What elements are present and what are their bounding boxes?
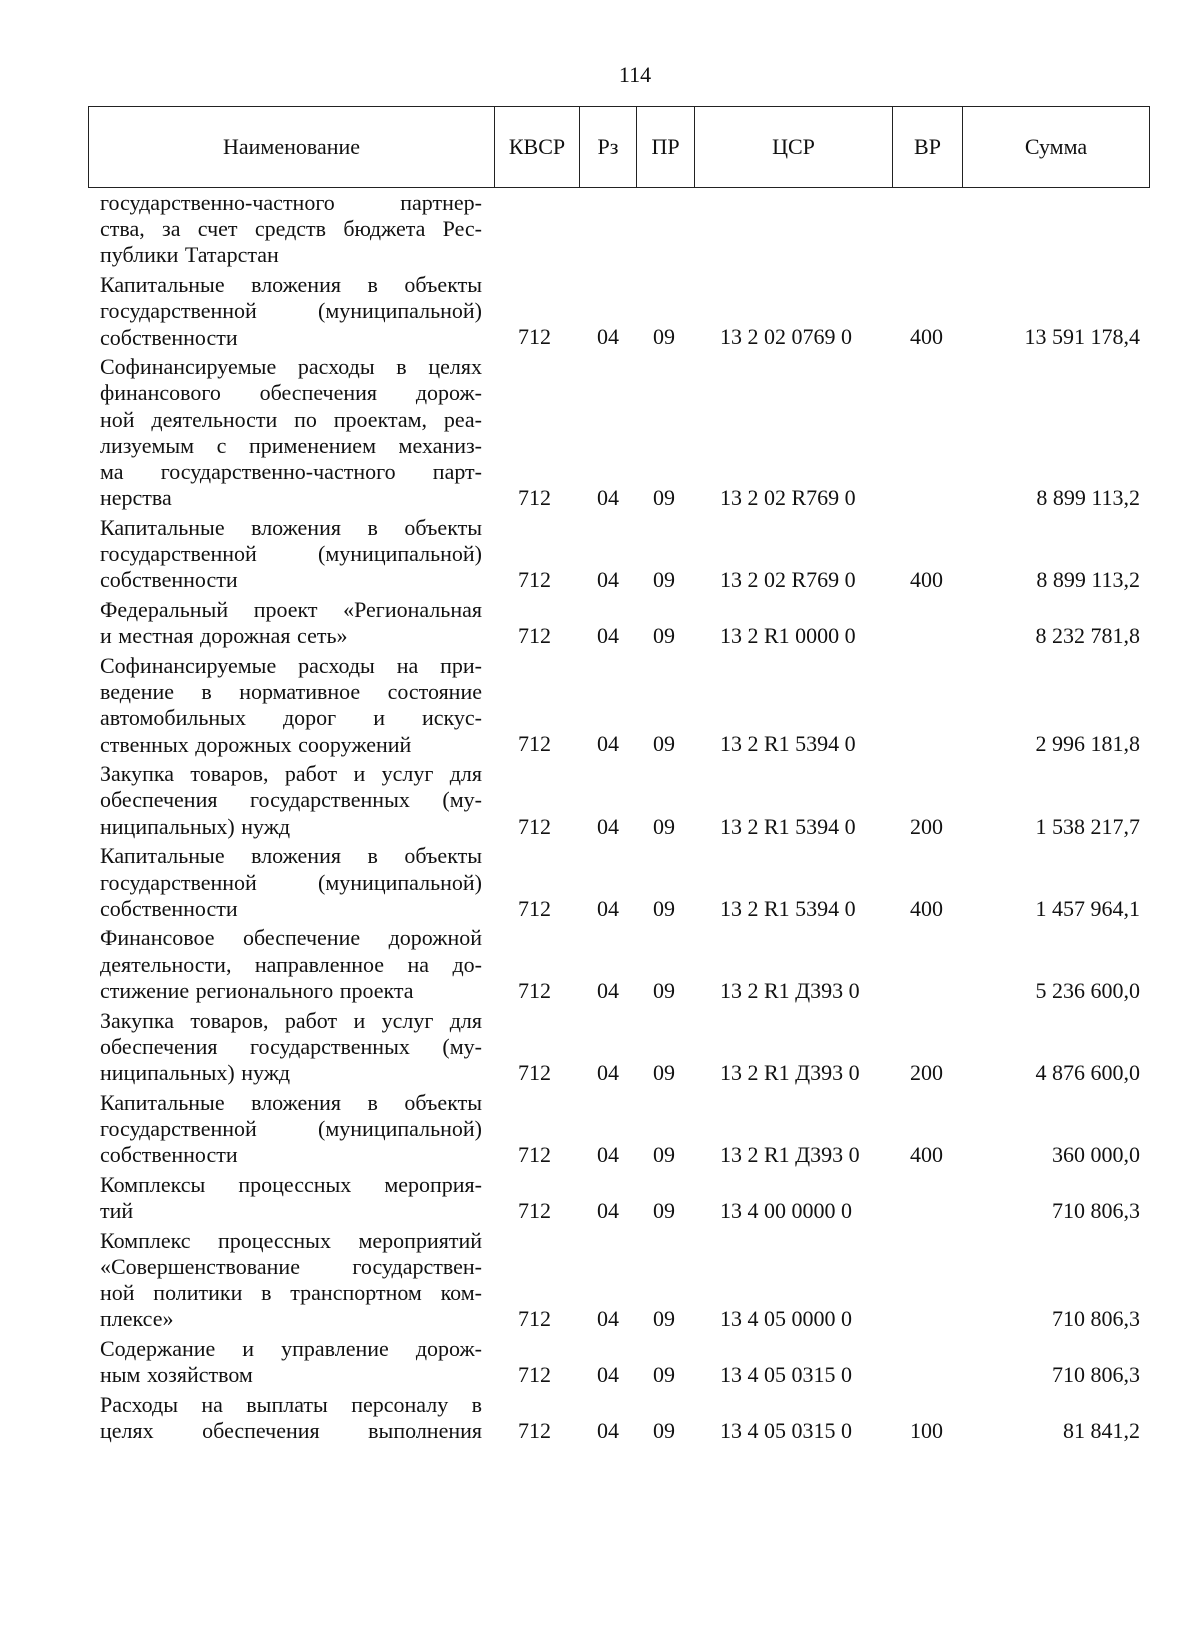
row-pr: 09 <box>653 813 675 839</box>
row-rz: 04 <box>597 1197 619 1223</box>
row-name-line: Расходы на выплаты персоналу в <box>100 1391 482 1417</box>
row-csr: 13 2 R1 Д393 0 <box>720 1141 860 1167</box>
header-pr: ПР <box>637 107 695 188</box>
row-name-line: Финансовое обеспечение дорожной <box>100 925 482 951</box>
row-rz: 04 <box>597 623 619 649</box>
row-kvsr: 712 <box>518 1197 551 1223</box>
row-pr: 09 <box>653 623 675 649</box>
row-vr: 400 <box>910 895 943 921</box>
row-name-line: ным хозяйством <box>100 1362 253 1388</box>
row-kvsr: 712 <box>518 324 551 350</box>
row-sum: 8 232 781,8 <box>1035 623 1140 649</box>
row-rz: 04 <box>597 895 619 921</box>
row-name-line: плексе» <box>100 1306 174 1332</box>
row-csr: 13 2 R1 0000 0 <box>720 623 856 649</box>
row-name-line: государственной (муниципальной) <box>100 869 482 895</box>
row-csr: 13 2 R1 5394 0 <box>720 895 856 921</box>
table-row <box>0 515 1200 594</box>
header-rz: Рз <box>580 107 637 188</box>
row-name <box>100 515 482 594</box>
header-kvsr: КВСР <box>495 107 580 188</box>
row-name <box>100 272 482 351</box>
row-csr: 13 2 R1 Д393 0 <box>720 977 860 1003</box>
row-vr: 200 <box>910 1059 943 1085</box>
row-sum: 81 841,2 <box>1063 1417 1140 1443</box>
table-row <box>0 272 1200 351</box>
row-rz: 04 <box>597 324 619 350</box>
row-name-line: Капитальные вложения в объекты <box>100 514 482 540</box>
table-row <box>0 1090 1200 1169</box>
row-name <box>100 1392 482 1444</box>
row-name-line: и местная дорожная сеть» <box>100 623 348 649</box>
row-name-line: ниципальных) нужд <box>100 813 291 839</box>
row-kvsr: 712 <box>518 567 551 593</box>
row-name-line: Закупка товаров, работ и услуг для <box>100 1007 482 1033</box>
row-name-line: Капитальные вложения в объекты <box>100 843 482 869</box>
row-rz: 04 <box>597 485 619 511</box>
row-vr: 400 <box>910 324 943 350</box>
row-name-line: собственности <box>100 895 238 921</box>
row-pr: 09 <box>653 1059 675 1085</box>
row-csr: 13 2 02 0769 0 <box>720 324 852 350</box>
header-vr: ВР <box>893 107 963 188</box>
row-rz: 04 <box>597 1362 619 1388</box>
row-csr: 13 2 02 R769 0 <box>720 485 856 511</box>
row-name-line: государственной (муниципальной) <box>100 298 482 324</box>
row-pr: 09 <box>653 731 675 757</box>
row-pr: 09 <box>653 1362 675 1388</box>
row-rz: 04 <box>597 1141 619 1167</box>
row-pr: 09 <box>653 977 675 1003</box>
table-row <box>0 761 1200 840</box>
row-name-line: Комплексы процессных мероприя- <box>100 1171 482 1197</box>
row-name-line: собственности <box>100 324 238 350</box>
row-csr: 13 4 05 0315 0 <box>720 1362 852 1388</box>
row-vr: 400 <box>910 1141 943 1167</box>
row-name <box>100 354 482 511</box>
row-name <box>100 1228 482 1333</box>
row-name-line: ства, за счет средств бюджета Рес- <box>100 216 482 242</box>
row-pr: 09 <box>653 324 675 350</box>
row-sum: 13 591 178,4 <box>1024 324 1140 350</box>
row-name-line: публики Татарстан <box>100 242 279 268</box>
row-rz: 04 <box>597 977 619 1003</box>
row-name <box>100 761 482 840</box>
row-name-line: Закупка товаров, работ и услуг для <box>100 761 482 787</box>
row-name-line: обеспечения государственных (му- <box>100 787 482 813</box>
row-pr: 09 <box>653 1141 675 1167</box>
row-csr: 13 2 R1 Д393 0 <box>720 1059 860 1085</box>
row-name-line: собственности <box>100 567 238 593</box>
table-row <box>0 925 1200 1004</box>
row-pr: 09 <box>653 567 675 593</box>
row-kvsr: 712 <box>518 623 551 649</box>
row-name-line: ственных дорожных сооружений <box>100 731 412 757</box>
table-row <box>0 190 1200 269</box>
row-kvsr: 712 <box>518 1362 551 1388</box>
row-name-line: «Совершенствование государствен- <box>100 1253 482 1279</box>
row-kvsr: 712 <box>518 895 551 921</box>
header-name: Наименование <box>89 107 495 188</box>
row-vr: 200 <box>910 813 943 839</box>
row-kvsr: 712 <box>518 977 551 1003</box>
row-name-line: целях обеспечения выполнения <box>100 1418 482 1443</box>
row-sum: 710 806,3 <box>1052 1197 1140 1223</box>
row-pr: 09 <box>653 895 675 921</box>
row-vr: 100 <box>910 1417 943 1443</box>
row-name <box>100 190 482 269</box>
row-name-line: ной политики в транспортном ком- <box>100 1280 482 1305</box>
row-sum: 8 899 113,2 <box>1036 485 1140 511</box>
row-name-line: обеспечения государственных (му- <box>100 1033 482 1059</box>
row-name-line: Содержание и управление дорож- <box>100 1335 482 1361</box>
row-sum: 4 876 600,0 <box>1035 1059 1140 1085</box>
table-row <box>0 1228 1200 1333</box>
row-name <box>100 1090 482 1169</box>
row-name-line: Софинансируемые расходы на при- <box>100 652 482 678</box>
row-sum: 5 236 600,0 <box>1035 977 1140 1003</box>
header-sum: Сумма <box>963 107 1150 188</box>
row-rz: 04 <box>597 1306 619 1332</box>
row-kvsr: 712 <box>518 1417 551 1443</box>
row-kvsr: 712 <box>518 1141 551 1167</box>
row-sum: 710 806,3 <box>1052 1306 1140 1332</box>
row-name-line: деятельности, направленное на до- <box>100 951 482 977</box>
row-name-line: лизуемым с применением механиз- <box>100 432 482 458</box>
table-header <box>88 106 1150 188</box>
row-name-line: Капитальные вложения в объекты <box>100 1089 482 1115</box>
row-name <box>100 1008 482 1087</box>
row-name <box>100 597 482 649</box>
row-csr: 13 2 02 R769 0 <box>720 567 856 593</box>
row-kvsr: 712 <box>518 1306 551 1332</box>
row-name-line: ма государственно-частного парт- <box>100 459 482 484</box>
row-name-line: Капитальные вложения в объекты <box>100 272 482 298</box>
table-row <box>0 653 1200 758</box>
table-row <box>0 843 1200 922</box>
header-csr: ЦСР <box>695 107 893 188</box>
row-name-line: Комплекс процессных мероприятий <box>100 1227 482 1253</box>
row-rz: 04 <box>597 1417 619 1443</box>
row-name <box>100 925 482 1004</box>
row-sum: 1 538 217,7 <box>1035 813 1140 839</box>
row-rz: 04 <box>597 567 619 593</box>
row-name <box>100 1172 482 1224</box>
table-row <box>0 597 1200 649</box>
row-kvsr: 712 <box>518 1059 551 1085</box>
row-name-line: стижение регионального проекта <box>100 977 414 1003</box>
row-rz: 04 <box>597 1059 619 1085</box>
row-name-line: Федеральный проект «Региональная <box>100 597 482 622</box>
row-name-line: ниципальных) нужд <box>100 1059 291 1085</box>
row-csr: 13 2 R1 5394 0 <box>720 731 856 757</box>
row-csr: 13 4 00 0000 0 <box>720 1197 852 1223</box>
row-name-line: ведение в нормативное состояние <box>100 679 482 705</box>
table-row <box>0 1172 1200 1224</box>
row-pr: 09 <box>653 1197 675 1223</box>
row-vr: 400 <box>910 567 943 593</box>
row-sum: 1 457 964,1 <box>1035 895 1140 921</box>
row-name-line: Софинансируемые расходы в целях <box>100 354 482 380</box>
table-row <box>0 1336 1200 1388</box>
row-name-line: автомобильных дорог и искус- <box>100 705 482 731</box>
row-csr: 13 4 05 0000 0 <box>720 1306 852 1332</box>
row-name <box>100 843 482 922</box>
row-name-line: тий <box>100 1197 134 1223</box>
row-name <box>100 1336 482 1388</box>
row-name-line: финансового обеспечения дорож- <box>100 380 482 406</box>
row-sum: 360 000,0 <box>1052 1141 1140 1167</box>
row-name-line: нерства <box>100 485 172 511</box>
row-pr: 09 <box>653 1417 675 1443</box>
table-row <box>0 1008 1200 1087</box>
row-name-line: ной деятельности по проектам, реа- <box>100 406 482 432</box>
row-sum: 710 806,3 <box>1052 1362 1140 1388</box>
table-row <box>0 1392 1200 1444</box>
row-rz: 04 <box>597 731 619 757</box>
row-name-line: собственности <box>100 1142 238 1167</box>
row-name-line: государственной (муниципальной) <box>100 1115 482 1141</box>
row-name-line: государственно-частного партнер- <box>100 190 482 215</box>
row-sum: 8 899 113,2 <box>1036 567 1140 593</box>
row-pr: 09 <box>653 1306 675 1332</box>
row-kvsr: 712 <box>518 813 551 839</box>
row-name-line: государственной (муниципальной) <box>100 541 482 567</box>
table-row <box>0 354 1200 511</box>
row-sum: 2 996 181,8 <box>1035 731 1140 757</box>
row-csr: 13 4 05 0315 0 <box>720 1417 852 1443</box>
row-csr: 13 2 R1 5394 0 <box>720 813 856 839</box>
row-name <box>100 653 482 758</box>
row-pr: 09 <box>653 485 675 511</box>
row-kvsr: 712 <box>518 485 551 511</box>
row-kvsr: 712 <box>518 731 551 757</box>
row-rz: 04 <box>597 813 619 839</box>
page-number: 114 <box>618 62 652 87</box>
